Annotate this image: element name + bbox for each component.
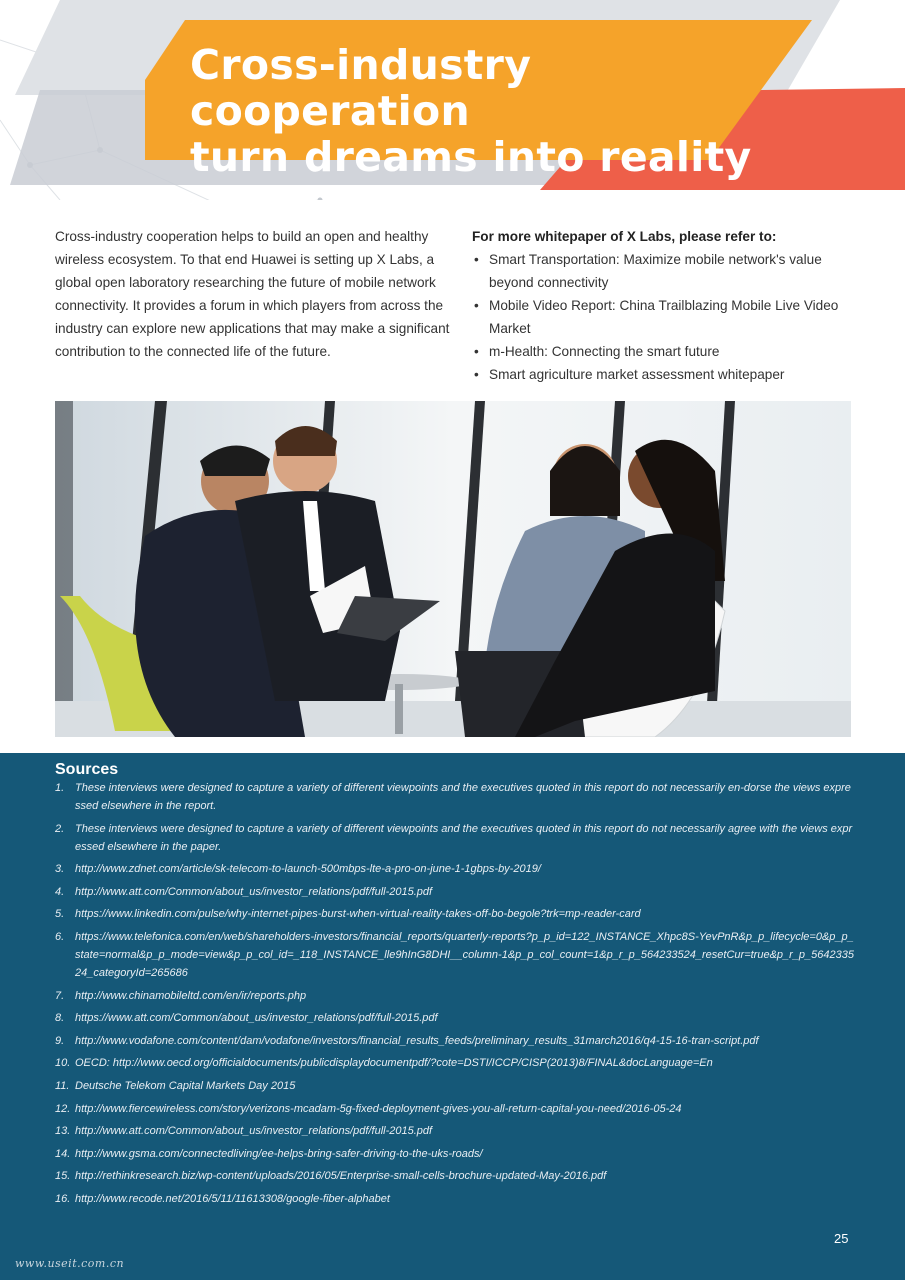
- source-link[interactable]: 6. https://www.telefonica.com/en/web/shareholders-investors/financial_reports/quarterly-reports?p_p_id=122_INSTANCE_Xhpc8S-YevPnR&p_p_lifecycle=0&p_p_state=normal&p_p_mode=view&p_p_col_id=_118_INSTANCE_lle9hInG8DHI__column-1&p_p_col_count=1&p_r_p_564233524_resetCur=true&p_r_p_564233524_categoryId=265686: [55, 930, 854, 979]
- source-link[interactable]: 3. http://www.zdnet.com/article/sk-telecom-to-launch-500mbps-lte-a-pro-on-june-1-1gbps-by-2019/: [55, 863, 541, 876]
- source-link[interactable]: 15. http://rethinkresearch.biz/wp-content/uploads/2016/05/Enterprise-small-cells-brochure-updated-May-2016.pdf: [55, 1170, 607, 1183]
- source-link[interactable]: 10. OECD: http://www.oecd.org/officialdocuments/publicdisplaydocumentpdf/?cote=DSTI/ICCP/CISP(2013)8/FINAL&docLanguage=En: [55, 1057, 713, 1070]
- source-link[interactable]: 16. http://www.recode.net/2016/5/11/11613308/google-fiber-alphabet: [55, 1192, 390, 1205]
- business-meeting-photo: [55, 401, 851, 737]
- whitepaper-item: • Mobile Video Report: China Trailblazing Mobile Live Video Market: [472, 294, 867, 340]
- source-link[interactable]: 8. https://www.att.com/Common/about_us/investor_relations/pdf/full-2015.pdf: [55, 1012, 438, 1025]
- sources-section: [0, 753, 905, 1280]
- bullet-icon: •: [474, 298, 479, 313]
- whitepaper-references: [472, 225, 867, 386]
- whitepaper-item: • Smart agriculture market assessment whitepaper: [472, 363, 867, 386]
- bullet-icon: •: [474, 344, 479, 359]
- bullet-icon: •: [474, 252, 479, 267]
- source-link[interactable]: 14. http://www.gsma.com/connectedliving/ee-helps-bring-safer-driving-to-the-uks-roads/: [55, 1147, 483, 1160]
- title-line-2: turn dreams into reality: [190, 133, 752, 181]
- source-item: 2. These interviews were designed to capture a variety of different viewpoints and the executives quoted in this report do not necessarily agree with the views expressed elsewhere in the paper.: [55, 822, 853, 853]
- source-item: 1. These interviews were designed to capture a variety of different viewpoints and the executives quoted in this report do not necessarily en-dorse the views expressed elsewhere in the report.: [55, 782, 851, 812]
- meeting-illustration: [55, 401, 851, 737]
- whitepaper-item: • Smart Transportation: Maximize mobile network's value beyond connectivity: [472, 248, 867, 294]
- source-link[interactable]: 5. https://www.linkedin.com/pulse/why-internet-pipes-burst-when-virtual-reality-takes-off-bo-begole?trk=mp-reader-card: [55, 908, 641, 921]
- page-number: 25: [834, 1231, 849, 1246]
- source-link[interactable]: 7. http://www.chinamobileltd.com/en/ir/reports.php: [55, 989, 307, 1002]
- sources-list: [55, 779, 855, 1213]
- bullet-icon: •: [474, 367, 479, 382]
- source-link[interactable]: 4. http://www.att.com/Common/about_us/investor_relations/pdf/full-2015.pdf: [55, 885, 433, 898]
- source-link[interactable]: 12. http://www.fiercewireless.com/story/verizons-mcadam-5g-fixed-deployment-gives-you-all-return-capital-you-need/2016-05-24: [55, 1102, 682, 1115]
- title-line-1: Cross-industry cooperation: [190, 41, 532, 135]
- intro-paragraph: Cross-industry cooperation helps to build an open and healthy wireless ecosystem. To that end Huawei is setting up X Labs, a global open laboratory researching the future of mobile network connectivity. It provides a forum in which players from across the industry can explore new applications that may make a significant contribution to the connected life of the future.: [55, 229, 450, 359]
- source-link[interactable]: 9. http://www.vodafone.com/content/dam/vodafone/investors/financial_results_feeds/preliminary_results_31march2016/q4-15-16-tran-script.pdf: [55, 1034, 759, 1047]
- source-link[interactable]: 13. http://www.att.com/Common/about_us/investor_relations/pdf/full-2015.pdf: [55, 1125, 433, 1138]
- sources-heading: Sources: [55, 761, 119, 778]
- source-item: 11. Deutsche Telekom Capital Markets Day 2015: [55, 1079, 296, 1092]
- whitepaper-item: • m-Health: Connecting the smart future: [472, 340, 867, 363]
- whitepaper-list: [472, 248, 867, 386]
- page-title: [190, 42, 810, 180]
- refer-heading: For more whitepaper of X Labs, please refer to:: [472, 229, 777, 244]
- watermark-text: www.useit.com.cn: [15, 1257, 125, 1270]
- header-banner: [0, 0, 905, 200]
